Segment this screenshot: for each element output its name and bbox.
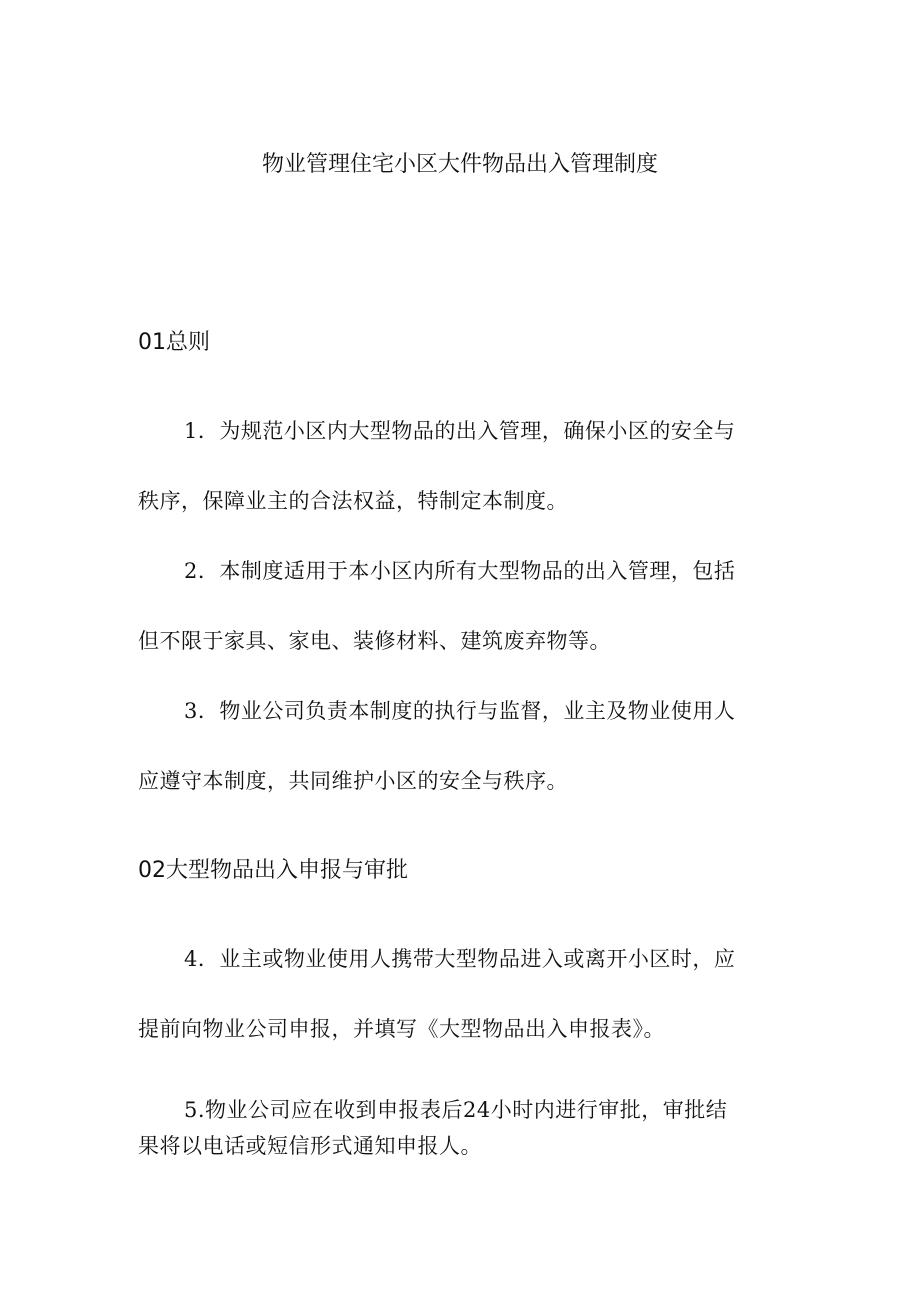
- paragraph-2-line-1: 2．本制度适用于本小区内所有大型物品的出入管理，包括: [184, 559, 736, 583]
- paragraph-5: [138, 1092, 778, 1164]
- paragraph-4: [138, 924, 778, 1064]
- paragraph-3: [138, 676, 778, 816]
- paragraph-1: [138, 396, 778, 536]
- paragraph-2-line-2: 但不限于家具、家电、装修材料、建筑废弃物等。: [138, 629, 611, 653]
- section-heading-declaration-approval: 02大型物品出入申报与审批: [138, 858, 408, 883]
- paragraph-5-line-1: 5.物业公司应在收到申报表后24小时内进行审批，审批结: [184, 1098, 728, 1122]
- paragraph-3-line-1: 3．物业公司负责本制度的执行与监督，业主及物业使用人: [184, 699, 736, 723]
- section-heading-general: 01总则: [138, 330, 210, 355]
- paragraph-3-line-2: 应遵守本制度，共同维护小区的安全与秩序。: [138, 769, 568, 793]
- document-title: 物业管理住宅小区大件物品出入管理制度: [261, 152, 658, 177]
- paragraph-4-line-2: 提前向物业公司申报，并填写《大型物品出入申报表》。: [138, 1017, 665, 1041]
- paragraph-2: [138, 536, 778, 676]
- paragraph-1-line-1: 1．为规范小区内大型物品的出入管理，确保小区的安全与: [184, 419, 736, 443]
- paragraph-1-line-2: 秩序，保障业主的合法权益，特制定本制度。: [138, 489, 568, 513]
- paragraph-4-line-1: 4．业主或物业使用人携带大型物品进入或离开小区时，应: [184, 947, 736, 971]
- paragraph-5-line-2: 果将以电话或短信形式通知申报人。: [138, 1134, 482, 1158]
